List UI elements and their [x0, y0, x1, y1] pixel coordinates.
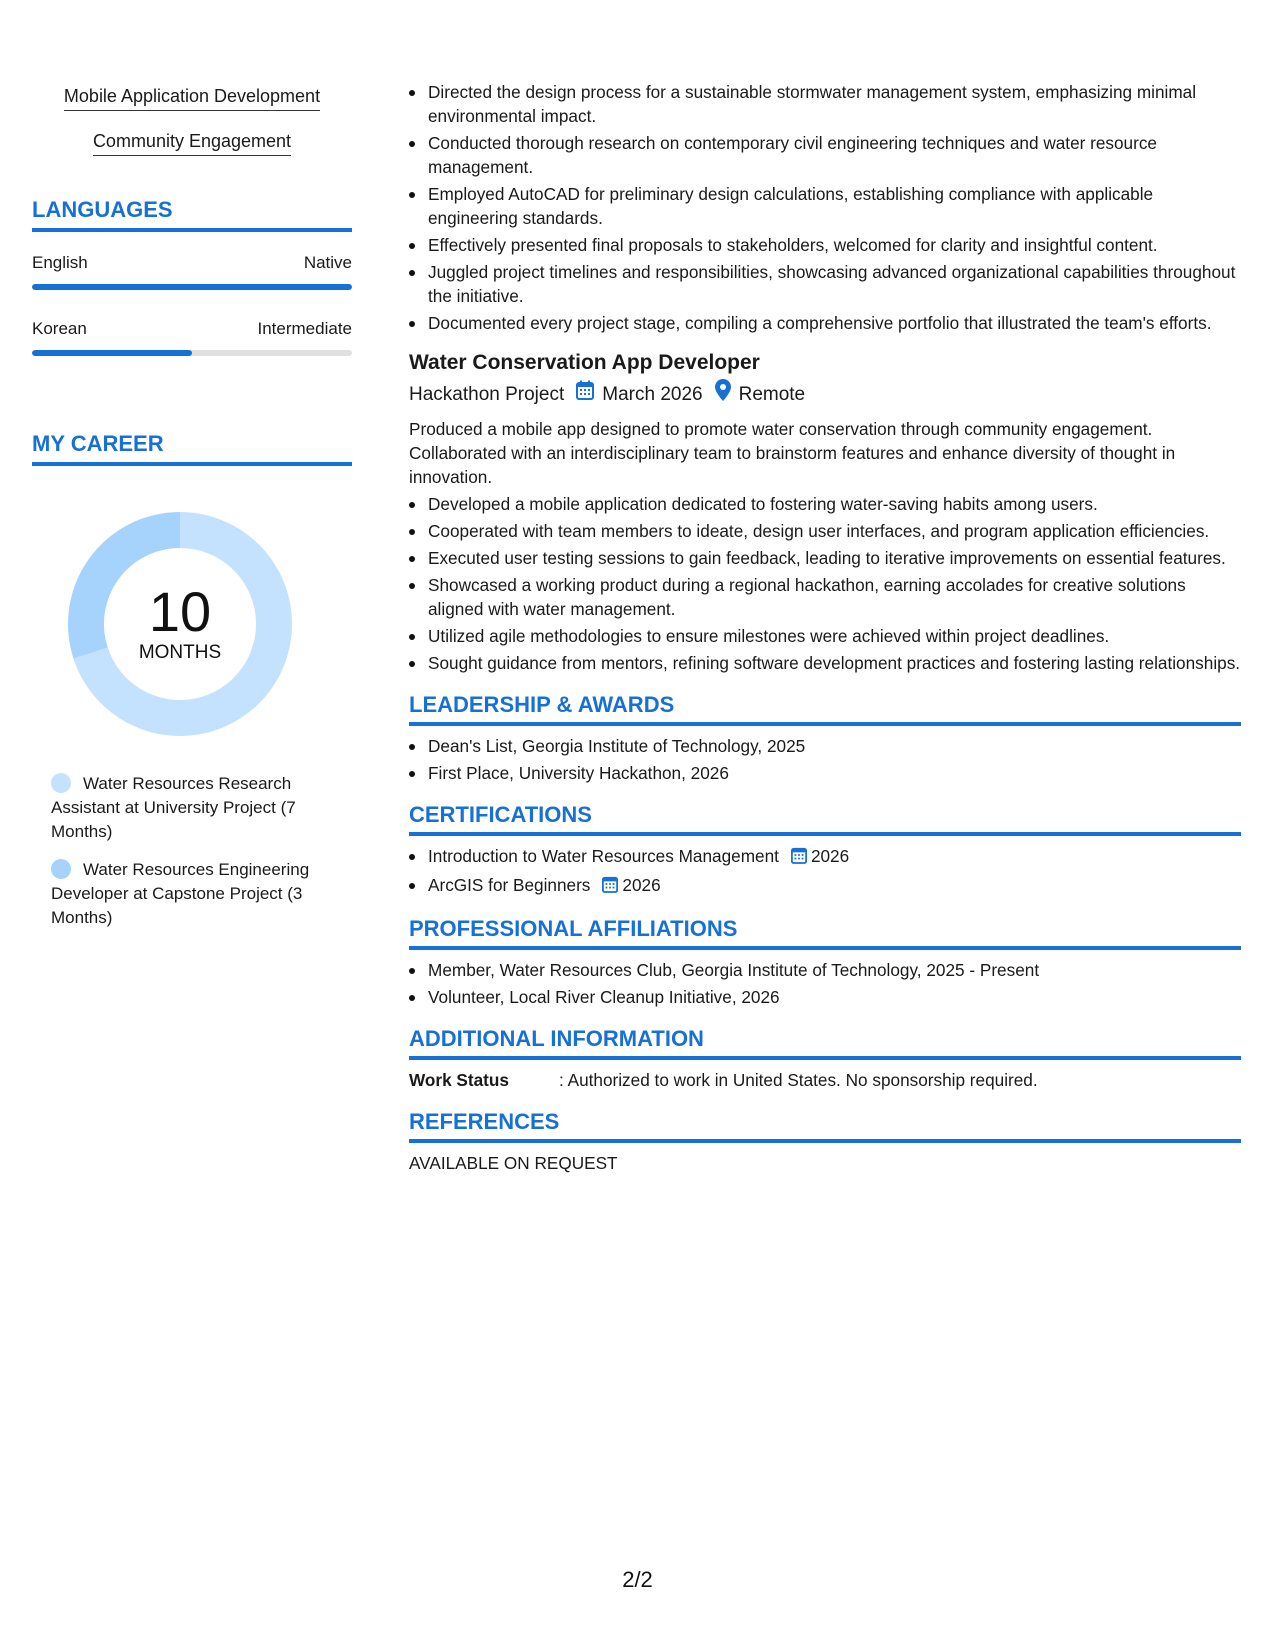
- legend-dot: [51, 773, 71, 793]
- job-date: March 2026: [602, 383, 703, 405]
- list-item: Executed user testing sessions to gain feedback, leading to iterative improvements on essential features.: [409, 546, 1241, 570]
- leadership-heading: LEADERSHIP & AWARDS: [409, 691, 1241, 726]
- job-meta: [409, 379, 1241, 410]
- language-name: English: [32, 253, 88, 272]
- legend-item: [51, 772, 341, 844]
- language-proficiency-fill: [32, 284, 352, 290]
- sidebar: [32, 84, 352, 944]
- language-proficiency-bar: [32, 284, 352, 290]
- calendar-icon: [791, 846, 807, 870]
- list-item: First Place, University Hackathon, 2026: [409, 761, 1241, 785]
- references-text: AVAILABLE ON REQUEST: [409, 1153, 618, 1173]
- additional-info-heading: ADDITIONAL INFORMATION: [409, 1025, 1241, 1060]
- job-company: Hackathon Project: [409, 383, 565, 405]
- work-status-label: Work Status: [409, 1070, 509, 1090]
- references-heading: REFERENCES: [409, 1108, 1241, 1143]
- work-status-row: [409, 1068, 1241, 1092]
- location-pin-icon: [715, 379, 731, 410]
- page-number: 2/2: [622, 1567, 653, 1592]
- legend-item: [51, 858, 341, 930]
- list-item: Employed AutoCAD for preliminary design calculations, establishing compliance with applicable engineering standards.: [409, 182, 1241, 230]
- language-proficiency-fill: [32, 350, 192, 356]
- work-status-value: : Authorized to work in United States. No sponsorship required.: [559, 1070, 1038, 1090]
- list-item: Dean's List, Georgia Institute of Technology, 2025: [409, 734, 1241, 758]
- list-item: Volunteer, Local River Cleanup Initiative, 2026: [409, 985, 1241, 1009]
- language-level: Intermediate: [257, 319, 352, 338]
- list-item: [409, 873, 1241, 899]
- career-heading: MY CAREER: [32, 430, 352, 466]
- legend-label: Water Resources Engineering Developer at Capstone Project (3 Months): [51, 860, 310, 927]
- language-proficiency-bar: [32, 350, 352, 356]
- donut-center: [68, 512, 292, 736]
- list-item: Juggled project timelines and responsibilities, showcasing advanced organizational capabilities throughout the initiative.: [409, 260, 1241, 308]
- list-item: Cooperated with team members to ideate, design user interfaces, and program application efficiencies.: [409, 519, 1241, 543]
- list-item: Member, Water Resources Club, Georgia Institute of Technology, 2025 - Present: [409, 958, 1241, 982]
- skill-tag: Mobile Application Development: [32, 84, 352, 111]
- cert-year: 2026: [810, 846, 850, 866]
- certifications-heading: CERTIFICATIONS: [409, 801, 1241, 836]
- skill-tag: Community Engagement: [32, 129, 352, 156]
- affiliations-heading: PROFESSIONAL AFFILIATIONS: [409, 915, 1241, 950]
- career-legend: [32, 772, 352, 930]
- cert-name: ArcGIS for Beginners: [428, 875, 591, 895]
- career-total: 10: [148, 580, 212, 643]
- list-item: Directed the design process for a sustainable stormwater management system, emphasizing minimal environmental impact.: [409, 80, 1241, 128]
- career-donut-chart: [68, 512, 292, 736]
- legend-dot: [51, 859, 71, 879]
- list-item: Effectively presented final proposals to stakeholders, welcomed for clarity and insightful content.: [409, 233, 1241, 257]
- affiliations-list: [409, 958, 1241, 1009]
- languages-heading: LANGUAGES: [32, 196, 352, 232]
- language-level: Native: [303, 253, 352, 272]
- job-title: Water Conservation App Developer: [409, 351, 760, 374]
- leadership-list: [409, 734, 1241, 785]
- job-bullets: [409, 492, 1241, 675]
- previous-job-bullets: [409, 80, 1241, 335]
- language-item: [32, 318, 352, 356]
- job-location: Remote: [738, 383, 806, 405]
- list-item: Developed a mobile application dedicated to fostering water-saving habits among users.: [409, 492, 1241, 516]
- language-item: [32, 252, 352, 290]
- list-item: Sought guidance from mentors, refining software development practices and fostering lasting relationships.: [409, 651, 1241, 675]
- list-item: Utilized agile methodologies to ensure milestones were achieved within project deadlines.: [409, 624, 1241, 648]
- job-description: Produced a mobile app designed to promote water conservation through community engagement. Collaborated with an interdisciplinary team to brainstorm features and enhance diversity of thought in innovation.: [409, 419, 1176, 487]
- list-item: Conducted thorough research on contemporary civil engineering techniques and water resource management.: [409, 131, 1241, 179]
- cert-year: 2026: [622, 875, 661, 895]
- legend-label: Water Resources Research Assistant at University Project (7 Months): [51, 774, 296, 841]
- language-name: Korean: [32, 319, 87, 338]
- career-unit: MONTHS: [138, 642, 222, 663]
- list-item: Showcased a working product during a regional hackathon, earning accolades for creative solutions aligned with water management.: [409, 573, 1241, 621]
- list-item: Documented every project stage, compiling a comprehensive portfolio that illustrated the team's efforts.: [409, 311, 1241, 335]
- certifications-list: [409, 844, 1241, 899]
- list-item: [409, 844, 1241, 870]
- calendar-icon: [602, 875, 618, 899]
- calendar-icon: [576, 380, 594, 409]
- skills-list: [32, 84, 352, 156]
- cert-name: Introduction to Water Resources Management: [428, 846, 779, 866]
- main-content: [409, 80, 1241, 1175]
